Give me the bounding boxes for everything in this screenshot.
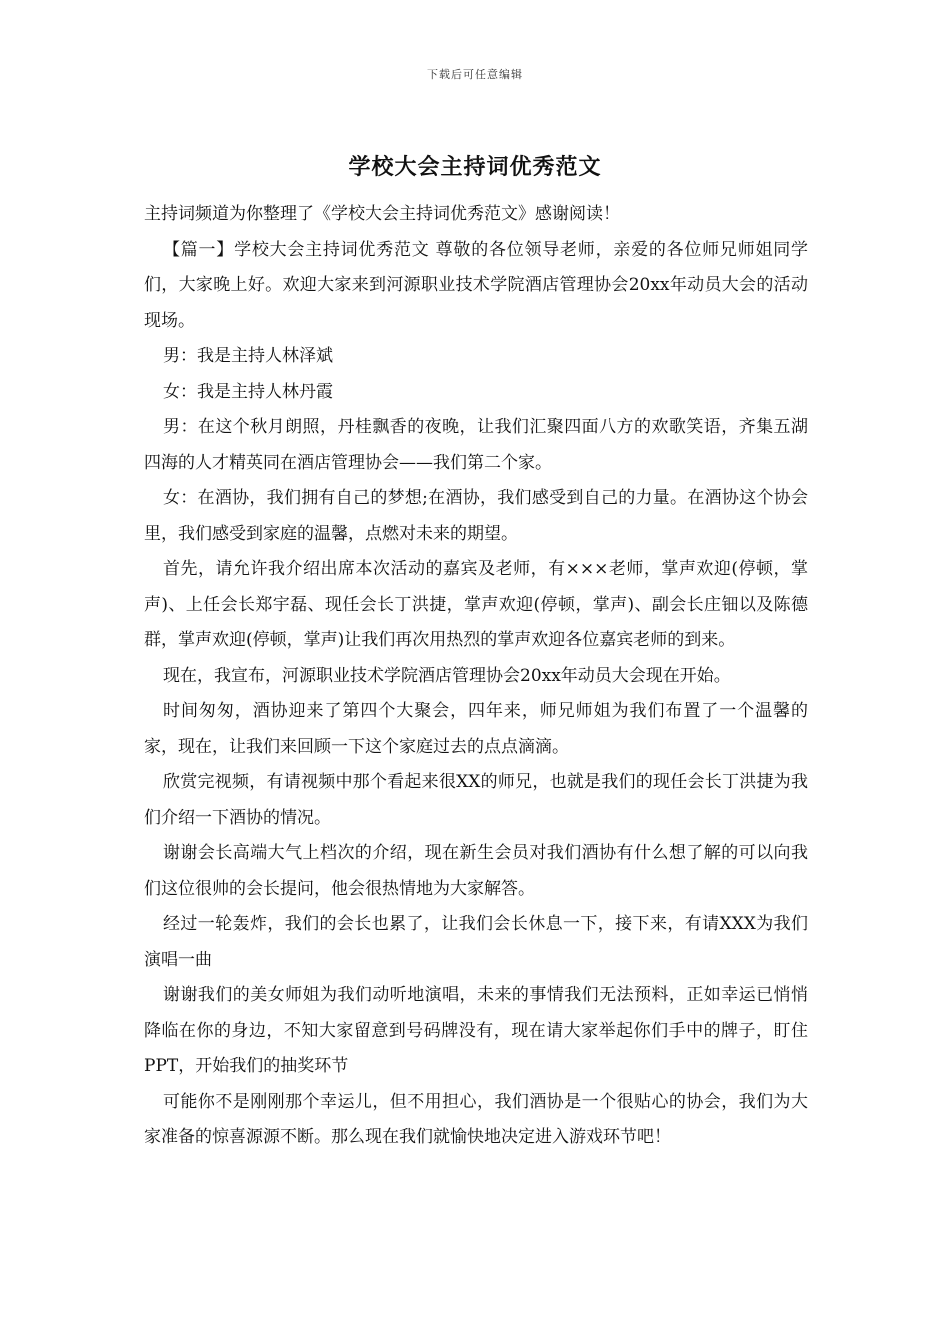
paragraph: 女：在酒协，我们拥有自己的梦想;在酒协，我们感受到自己的力量。在酒协这个协会里，我们感受到家庭的温馨，点燃对未来的期望。 <box>144 488 808 544</box>
paragraph: 男：我是主持人林泽斌 <box>163 346 333 366</box>
paragraph: 可能你不是刚刚那个幸运儿，但不用担心，我们酒协是一个很贴心的协会，我们为大家准备的惊喜源源不断。那么现在我们就愉快地决定进入游戏环节吧！ <box>144 1091 808 1147</box>
paragraph: 时间匆匆，酒协迎来了第四个大聚会，四年来，师兄师姐为我们布置了一个温馨的家，现在，让我们来回顾一下这个家庭过去的点点滴滴。 <box>144 701 808 757</box>
document-body <box>144 197 808 1156</box>
paragraph: 女：我是主持人林丹霞 <box>163 381 333 402</box>
paragraph: 经过一轮轰炸，我们的会长也累了，让我们会长休息一下，接下来，有请XXX为我们演唱一曲 <box>144 914 808 970</box>
paragraph: 现在，我宣布，河源职业技术学院酒店管理协会20xx年动员大会现在开始。 <box>163 665 731 686</box>
page-header-note: 下载后可任意编辑 <box>427 68 523 81</box>
paragraph: 谢谢会长高端大气上档次的介绍，现在新生会员对我们酒协有什么想了解的可以向我们这位很帅的会长提问，他会很热情地为大家解答。 <box>144 843 808 899</box>
paragraph: 男：在这个秋月朗照，丹桂飘香的夜晚，让我们汇聚四面八方的欢歌笑语，齐集五湖四海的人才精英同在酒店管理协会——我们第二个家。 <box>144 417 808 473</box>
paragraph: 谢谢我们的美女师姐为我们动听地演唱，未来的事情我们无法预料，正如幸运已悄悄降临在你的身边，不知大家留意到号码牌没有，现在请大家举起你们手中的牌子，盯住PPT，开始我们的抽奖环节 <box>144 985 808 1076</box>
paragraph: 【篇一】学校大会主持词优秀范文 尊敬的各位领导老师，亲爱的各位师兄师姐同学们，大家晚上好。欢迎大家来到河源职业技术学院酒店管理协会20xx年动员大会的活动现场。 <box>144 239 808 331</box>
paragraph: 欣赏完视频，有请视频中那个看起来很XX的师兄，也就是我们的现任会长丁洪捷为我们介绍一下酒协的情况。 <box>144 772 808 828</box>
paragraph: 首先，请允许我介绍出席本次活动的嘉宾及老师，有×××老师，掌声欢迎(停顿，掌声)、上任会长郑宇磊、现任会长丁洪捷，掌声欢迎(停顿，掌声)、副会长庄钿以及陈德群，掌声欢迎(停顿，掌声)让我们再次用热烈的掌声欢迎各位嘉宾老师的到来。 <box>144 559 808 650</box>
document-title: 学校大会主持词优秀范文 <box>348 154 602 180</box>
intro-paragraph: 主持词频道为你整理了《学校大会主持词优秀范文》感谢阅读！ <box>144 204 620 224</box>
